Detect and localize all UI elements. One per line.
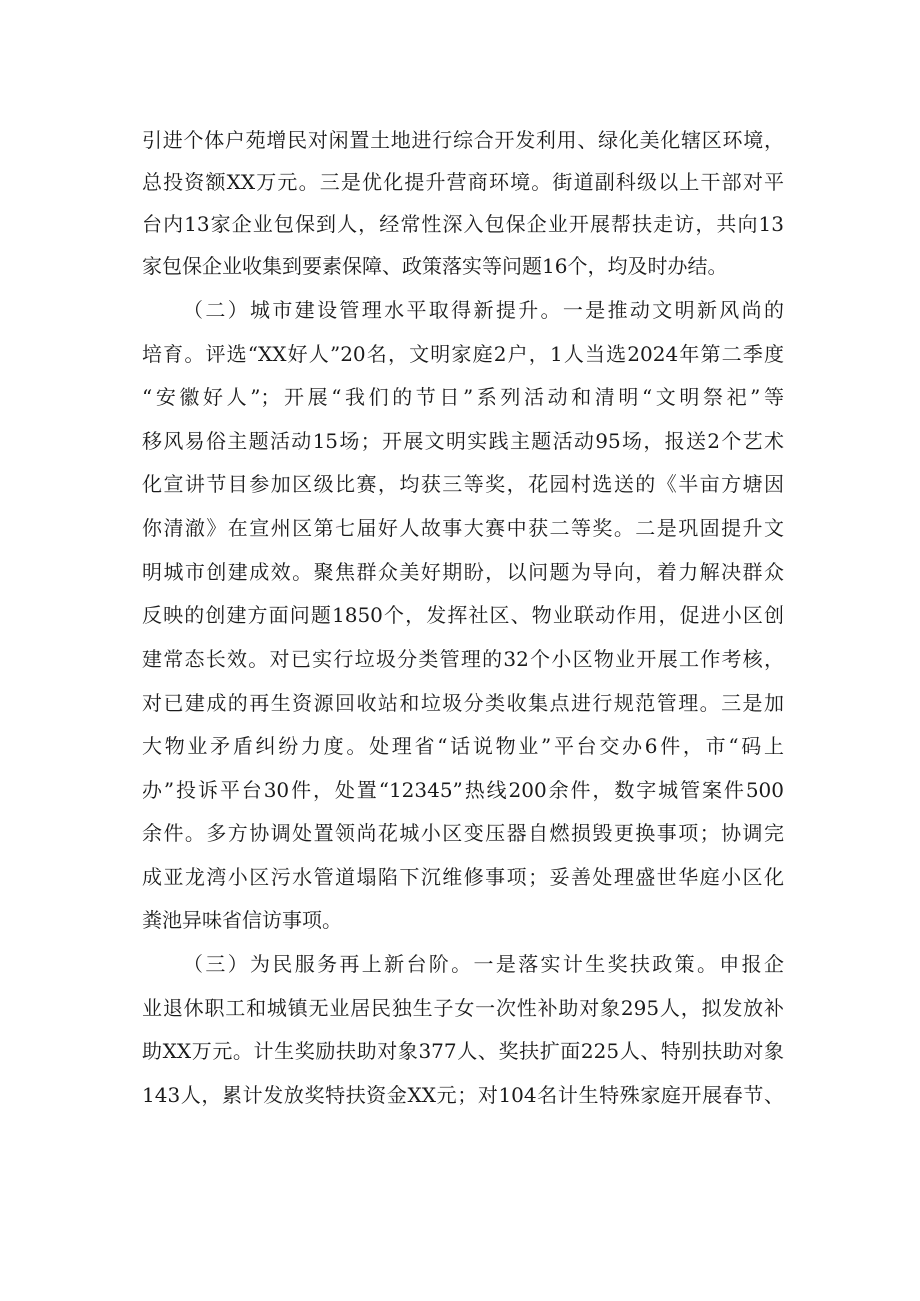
text-line: [0, 421, 920, 461]
line-text: （三）为民服务再上新台阶。一是落实计生奖扶政策。申报企: [183, 952, 784, 976]
line-text: 反映的创建方面问题1850个，发挥社区、物业联动作用，促进小区创: [142, 603, 784, 627]
line-text: 办”投诉平台30件，处置“12345”热线200余件，数字城管案件500: [142, 778, 784, 802]
line-text: 143人，累计发放奖特扶资金XX元；对104名计生特殊家庭开展春节、: [142, 1083, 784, 1107]
line-text: 台内13家企业包保到人，经常性深入包保企业开展帮扶走访，共向13: [142, 212, 784, 236]
line-text: 引进个体户苑增民对闲置土地进行综合开发利用、绿化美化辖区环境，: [142, 128, 784, 152]
text-line: [0, 683, 920, 723]
text-line: [0, 857, 920, 897]
text-line: [0, 988, 920, 1028]
line-text: 明城市创建成效。聚焦群众美好期盼，以问题为导向，着力解决群众: [142, 560, 784, 584]
line-text: 成亚龙湾小区污水管道塌陷下沉维修事项；妥善处理盛世华庭小区化: [142, 865, 784, 889]
text-line: [0, 726, 920, 766]
text-line: [0, 813, 920, 853]
text-line: [0, 162, 920, 202]
line-text: 大物业矛盾纠纷力度。处理省“话说物业”平台交办6件，市“码上: [142, 734, 784, 758]
text-line: [0, 290, 920, 330]
text-line: [0, 464, 920, 504]
text-line: [0, 508, 920, 548]
line-text: 总投资额XX万元。三是优化提升营商环境。街道副科级以上干部对平: [142, 170, 784, 194]
line-text: 家包保企业收集到要素保障、政策落实等问题16个，均及时办结。: [142, 254, 728, 278]
text-line: [0, 770, 920, 810]
text-line: [0, 334, 920, 374]
line-text: 粪池异味省信访事项。: [142, 908, 342, 932]
line-text: 移风易俗主题活动15场；开展文明实践主题活动95场，报送2个艺术: [142, 429, 784, 453]
line-text: （二）城市建设管理水平取得新提升。一是推动文明新风尚的: [183, 298, 784, 322]
line-text: 你清澈》在宣州区第七届好人故事大赛中获二等奖。二是巩固提升文: [142, 516, 784, 540]
text-line: [0, 1075, 920, 1115]
line-text: 助XX万元。计生奖励扶助对象377人、奖扶扩面225人、特别扶助对象: [142, 1039, 784, 1063]
text-line: [0, 204, 920, 244]
text-line: [0, 1031, 920, 1071]
text-line: [0, 552, 920, 592]
text-line: [0, 377, 920, 417]
text-line: [0, 900, 920, 940]
line-text: 化宣讲节目参加区级比赛，均获三等奖，花园村选送的《半亩方塘因: [142, 472, 784, 496]
line-text: 业退休职工和城镇无业居民独生子女一次性补助对象295人，拟发放补: [142, 996, 784, 1020]
line-text: “安徽好人”；开展“我们的节日”系列活动和清明“文明祭祀”等: [142, 385, 784, 409]
line-text: 对已建成的再生资源回收站和垃圾分类收集点进行规范管理。三是加: [142, 691, 784, 715]
text-line: [0, 595, 920, 635]
text-line: [0, 120, 920, 160]
text-line: [0, 639, 920, 679]
line-text: 余件。多方协调处置领尚花城小区变压器自燃损毁更换事项；协调完: [142, 821, 784, 845]
line-text: 建常态长效。对已实行垃圾分类管理的32个小区物业开展工作考核，: [142, 647, 784, 671]
text-line: [0, 246, 920, 286]
line-text: 培育。评选“XX好人”20名，文明家庭2户，1人当选2024年第二季度: [142, 342, 784, 366]
text-line: [0, 944, 920, 984]
